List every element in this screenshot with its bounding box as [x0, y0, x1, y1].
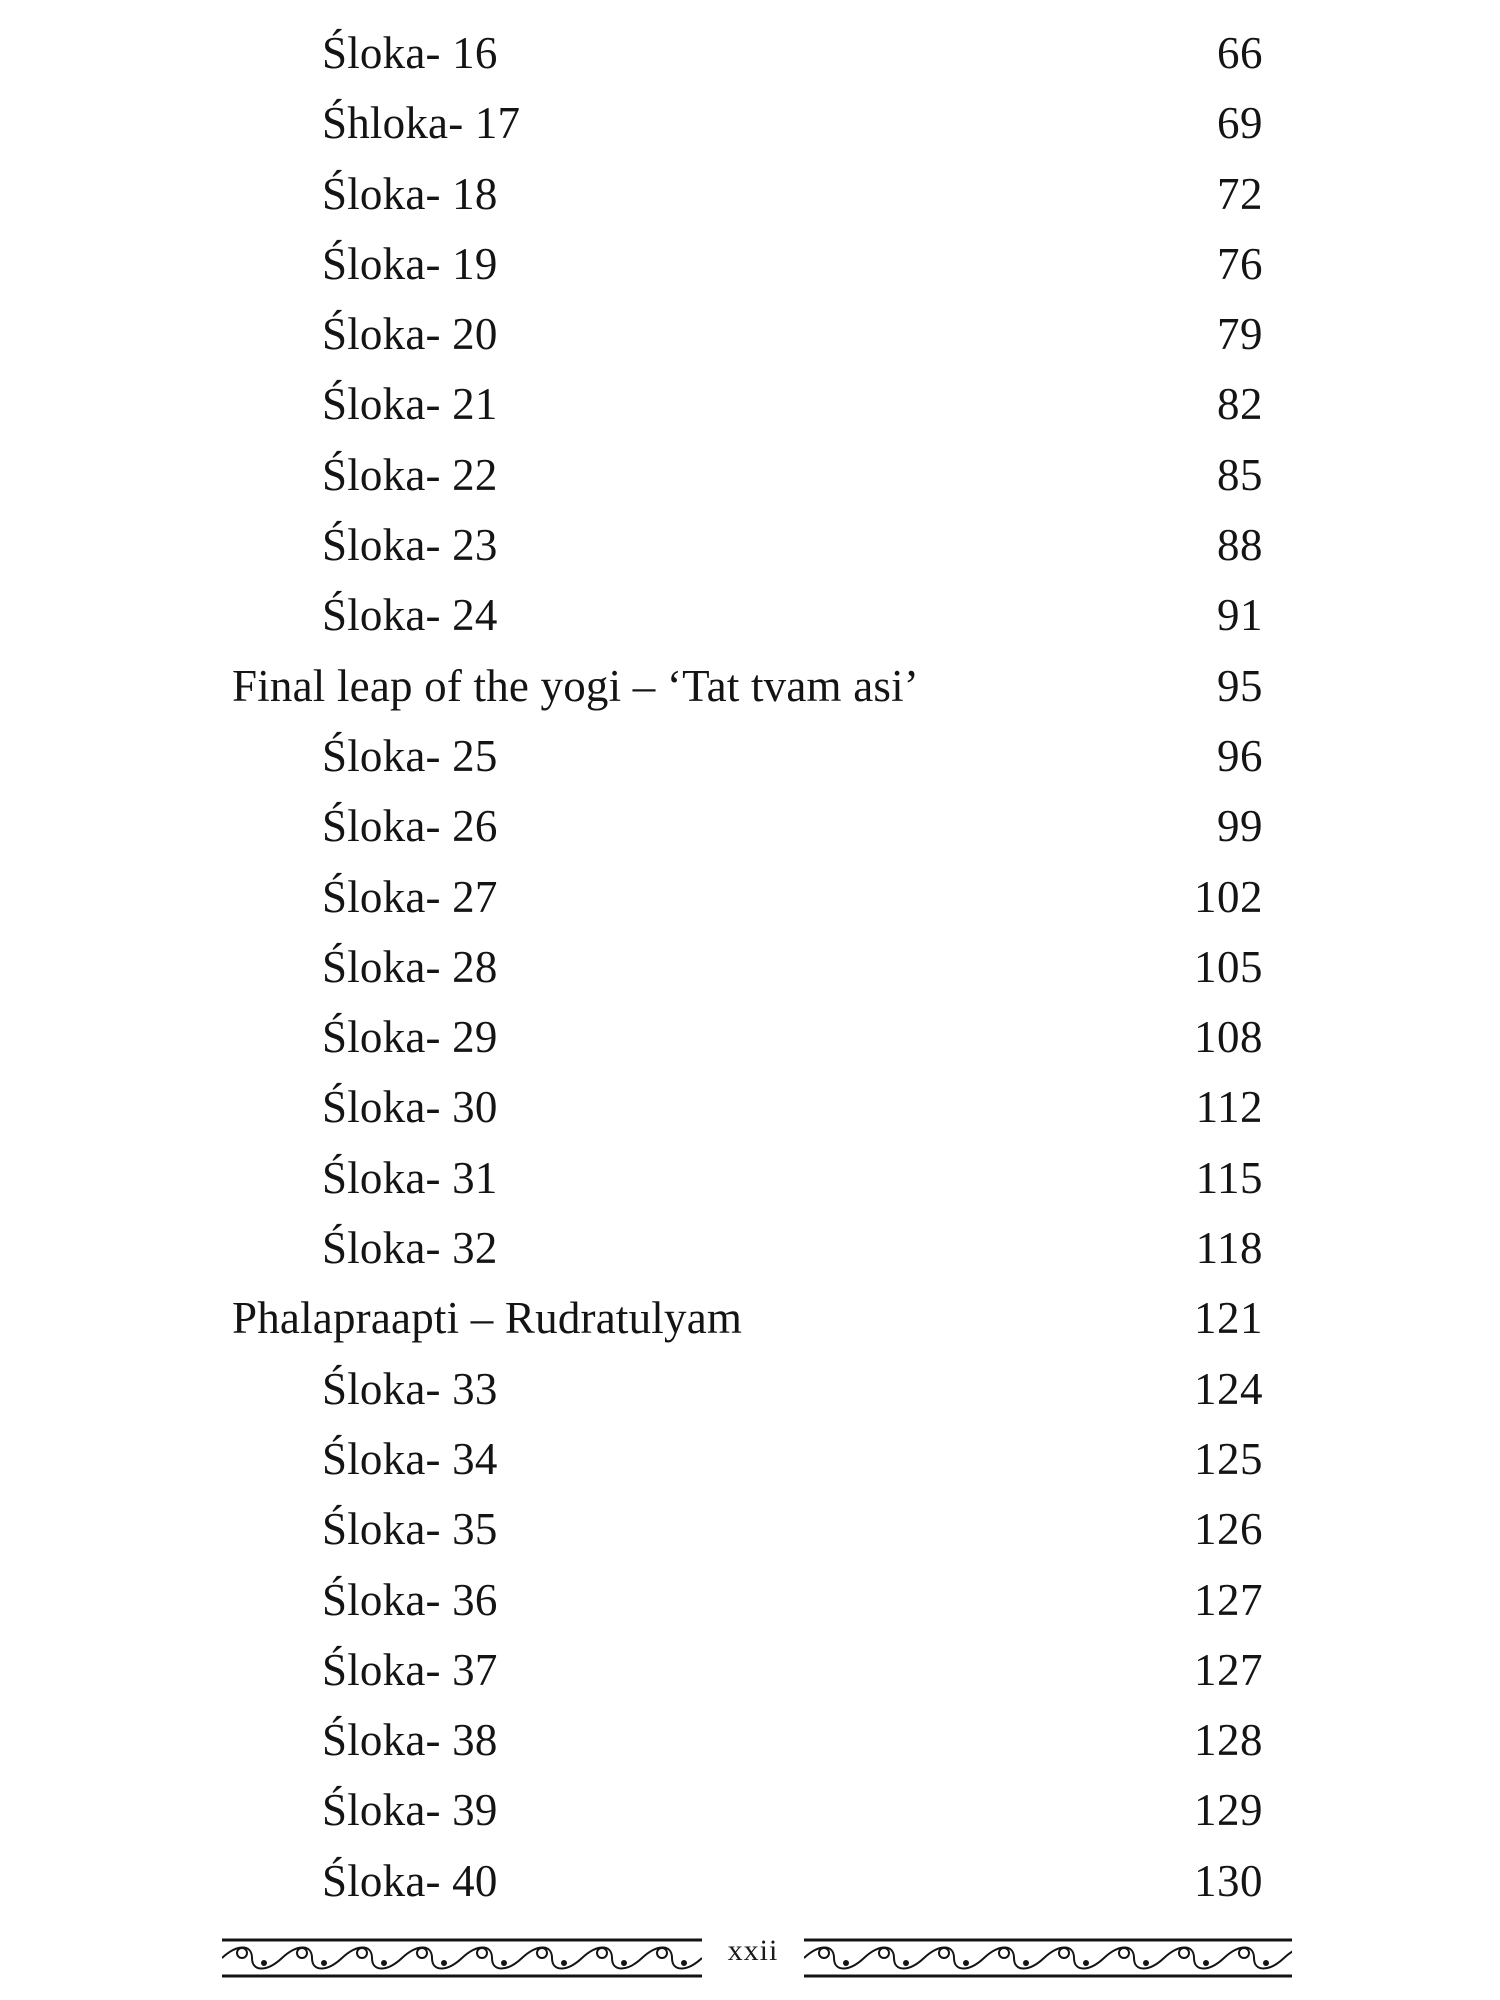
- toc-entry-label: Śloka- 40: [322, 1855, 498, 1906]
- toc-entry-label: Śloka- 26: [322, 801, 498, 852]
- toc-page-number: 127: [1194, 1644, 1263, 1695]
- toc-page-number: 129: [1194, 1785, 1263, 1836]
- toc-page-number: 118: [1195, 1223, 1263, 1274]
- toc-row: [0, 88, 1500, 158]
- toc-row: [0, 1635, 1500, 1705]
- toc-page-number: 91: [1217, 590, 1263, 641]
- page-number: xxii: [727, 1934, 779, 1967]
- toc-row: [0, 580, 1500, 650]
- toc-page-number: 130: [1194, 1855, 1263, 1906]
- toc-page-number: 112: [1195, 1082, 1263, 1133]
- toc-page-number: 72: [1217, 168, 1263, 219]
- toc-row: [0, 1354, 1500, 1424]
- toc-entry-label: Śhloka- 17: [322, 98, 521, 149]
- toc-row: [0, 159, 1500, 229]
- toc-row: [0, 1283, 1500, 1353]
- toc-row: [0, 510, 1500, 580]
- toc-entry-label: Śloka- 18: [322, 168, 498, 219]
- toc-entry-label: Śloka- 35: [322, 1504, 498, 1555]
- toc-row: [0, 932, 1500, 1002]
- toc-entry-label: Śloka- 21: [322, 379, 498, 430]
- toc-page-number: 82: [1217, 379, 1263, 430]
- toc-section-title: Phalapraapti – Rudratulyam: [232, 1293, 743, 1344]
- toc-row: [0, 369, 1500, 439]
- toc-row: [0, 651, 1500, 721]
- toc-page-number: 99: [1217, 801, 1263, 852]
- scroll-border-ornament-right: [804, 1934, 1292, 1982]
- toc-entry-label: Śloka- 24: [322, 590, 498, 641]
- toc-row: [0, 862, 1500, 932]
- toc-page-number: 105: [1194, 941, 1263, 992]
- toc-entry-label: Śloka- 25: [322, 730, 498, 781]
- toc-entry-label: Śloka- 39: [322, 1785, 498, 1836]
- toc-row: [0, 1424, 1500, 1494]
- toc-row: [0, 1143, 1500, 1213]
- toc-row: [0, 299, 1500, 369]
- toc-page-number: 125: [1194, 1433, 1263, 1484]
- toc-page-number: 124: [1194, 1363, 1263, 1414]
- toc-row: [0, 1846, 1500, 1916]
- toc-page-number: 85: [1217, 449, 1263, 500]
- toc-entry-label: Śloka- 33: [322, 1363, 498, 1414]
- page-footer: [0, 1920, 1500, 1990]
- toc-entry-label: Śloka- 23: [322, 520, 498, 571]
- toc-entry-label: Śloka- 27: [322, 871, 498, 922]
- toc-page-number: 76: [1217, 238, 1263, 289]
- toc-page-number: 102: [1194, 871, 1263, 922]
- toc-row: [0, 1565, 1500, 1635]
- toc-row: [0, 229, 1500, 299]
- toc-page-number: 108: [1194, 1012, 1263, 1063]
- toc-entry-label: Śloka- 34: [322, 1433, 498, 1484]
- toc-entry-label: Śloka- 29: [322, 1012, 498, 1063]
- toc-row: [0, 18, 1500, 88]
- toc-row: [0, 721, 1500, 791]
- toc-section-title: Final leap of the yogi – ‘Tat tvam asi’: [232, 660, 919, 711]
- toc-entry-label: Śloka- 36: [322, 1574, 498, 1625]
- toc-row: [0, 1213, 1500, 1283]
- toc-page-number: 115: [1195, 1152, 1263, 1203]
- toc-row: [0, 1705, 1500, 1775]
- toc-entry-label: Śloka- 37: [322, 1644, 498, 1695]
- toc-entry-label: Śloka- 32: [322, 1223, 498, 1274]
- toc-page-number: 126: [1194, 1504, 1263, 1555]
- toc-row: [0, 791, 1500, 861]
- toc-page-number: 79: [1217, 309, 1263, 360]
- toc-row: [0, 1002, 1500, 1072]
- toc-row: [0, 440, 1500, 510]
- toc-page-number: 127: [1194, 1574, 1263, 1625]
- toc-page-number: 88: [1217, 520, 1263, 571]
- table-of-contents: [0, 18, 1500, 1916]
- toc-page-number: 66: [1217, 28, 1263, 78]
- scroll-border-ornament-left: [222, 1934, 702, 1982]
- toc-entry-label: Śloka- 38: [322, 1715, 498, 1766]
- toc-row: [0, 1775, 1500, 1845]
- toc-entry-label: Śloka- 16: [322, 28, 498, 78]
- toc-page-number: 96: [1217, 730, 1263, 781]
- toc-row: [0, 1072, 1500, 1142]
- toc-entry-label: Śloka- 19: [322, 238, 498, 289]
- toc-entry-label: Śloka- 31: [322, 1152, 498, 1203]
- toc-page-number: 128: [1194, 1715, 1263, 1766]
- toc-page-number: 69: [1217, 98, 1263, 149]
- toc-page-number: 121: [1194, 1293, 1263, 1344]
- toc-page-number: 95: [1217, 660, 1263, 711]
- toc-row: [0, 1494, 1500, 1564]
- toc-entry-label: Śloka- 28: [322, 941, 498, 992]
- toc-entry-label: Śloka- 22: [322, 449, 498, 500]
- toc-entry-label: Śloka- 30: [322, 1082, 498, 1133]
- toc-entry-label: Śloka- 20: [322, 309, 498, 360]
